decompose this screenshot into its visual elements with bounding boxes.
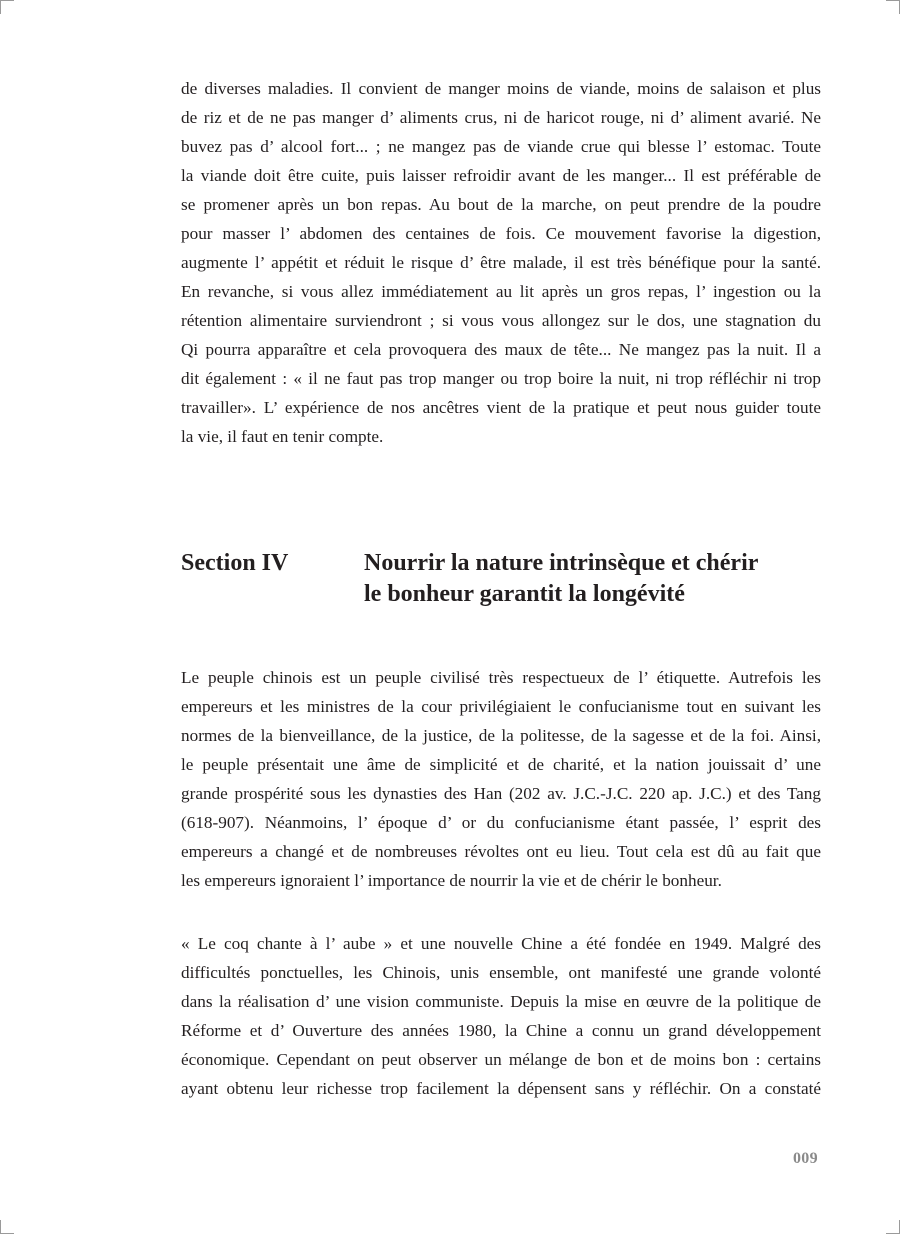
text-line: de diverses maladies. Il convient de manger moins de viande, moins de salaison et plus (181, 79, 821, 98)
text-line: dans la réalisation d’ une vision communiste. Depuis la mise en œuvre de la politique de (181, 992, 821, 1011)
text-line: empereurs a changé et de nombreuses révoltes ont eu lieu. Tout cela est dû au fait que (181, 842, 821, 861)
section-title-line: le bonheur garantit la longévité (364, 581, 685, 607)
body-paragraph-2 (181, 929, 821, 1103)
text-line: le peuple présentait une âme de simplicité et de charité, et la nation jouissait d’ une (181, 755, 821, 774)
text-line: pour masser l’ abdomen des centaines de fois. Ce mouvement favorise la digestion, (181, 224, 821, 243)
crop-mark-top-left-v (0, 0, 1, 14)
section-label: Section IV (181, 550, 289, 576)
text-line: les empereurs ignoraient l’ importance de nourrir la vie et de chérir le bonheur. (181, 871, 722, 890)
text-line: Le peuple chinois est un peuple civilisé très respectueux de l’ étiquette. Autrefois les (181, 668, 821, 687)
continuation-paragraph (181, 74, 821, 451)
crop-mark-top-left-h (0, 0, 14, 1)
text-line: buvez pas d’ alcool fort... ; ne mangez pas de viande crue qui blesse l’ estomac. Toute (181, 137, 821, 156)
section-title-line: Nourrir la nature intrinsèque et chérir (364, 550, 759, 576)
text-line: dit également : « il ne faut pas trop manger ou trop boire la nuit, ni trop réfléchir ni trop (181, 369, 821, 388)
crop-mark-bottom-left-v (0, 1220, 1, 1234)
text-line: ayant obtenu leur richesse trop facilement la dépensent sans y réfléchir. On a constaté (181, 1079, 821, 1098)
text-line: Qi pourra apparaître et cela provoquera des maux de tête... Ne mangez pas la nuit. Il a (181, 340, 821, 359)
text-line: « Le coq chante à l’ aube » et une nouvelle Chine a été fondée en 1949. Malgré des (181, 934, 821, 953)
text-line: la viande doit être cuite, puis laisser refroidir avant de les manger... Il est préférable de (181, 166, 821, 185)
text-line: En revanche, si vous allez immédiatement au lit après un gros repas, l’ ingestion ou la (181, 282, 821, 301)
text-line: empereurs et les ministres de la cour privilégiaient le confucianisme tout en suivant les (181, 697, 821, 716)
text-line: la vie, il faut en tenir compte. (181, 427, 384, 446)
text-line: normes de la bienveillance, de la justice, de la politesse, de la sagesse et de la foi. Ainsi, (181, 726, 821, 745)
text-line: rétention alimentaire surviendront ; si vous vous allongez sur le dos, une stagnation du (181, 311, 821, 330)
page-number: 009 (793, 1150, 818, 1167)
text-line: se promener après un bon repas. Au bout de la marche, on peut prendre de la poudre (181, 195, 821, 214)
text-line: Réforme et d’ Ouverture des années 1980, la Chine a connu un grand développement (181, 1021, 821, 1040)
section-title (364, 548, 834, 610)
text-line: économique. Cependant on peut observer un mélange de bon et de moins bon : certains (181, 1050, 821, 1069)
text-line: (618-907). Néanmoins, l’ époque d’ or du confucianisme étant passée, l’ esprit des (181, 813, 821, 832)
body-paragraph-1 (181, 663, 821, 895)
crop-mark-top-right-h (886, 0, 900, 1)
text-line: grande prospérité sous les dynasties des Han (202 av. J.C.-J.C. 220 ap. J.C.) et des Tang (181, 784, 821, 803)
text-line: difficultés ponctuelles, les Chinois, unis ensemble, ont manifesté une grande volonté (181, 963, 821, 982)
text-line: de riz et de ne pas manger d’ aliments crus, ni de haricot rouge, ni d’ aliment avarié. Ne (181, 108, 821, 127)
text-line: augmente l’ appétit et réduit le risque d’ être malade, il est très bénéfique pour la santé. (181, 253, 821, 272)
text-line: travailler». L’ expérience de nos ancêtres vient de la pratique et peut nous guider toute (181, 398, 821, 417)
